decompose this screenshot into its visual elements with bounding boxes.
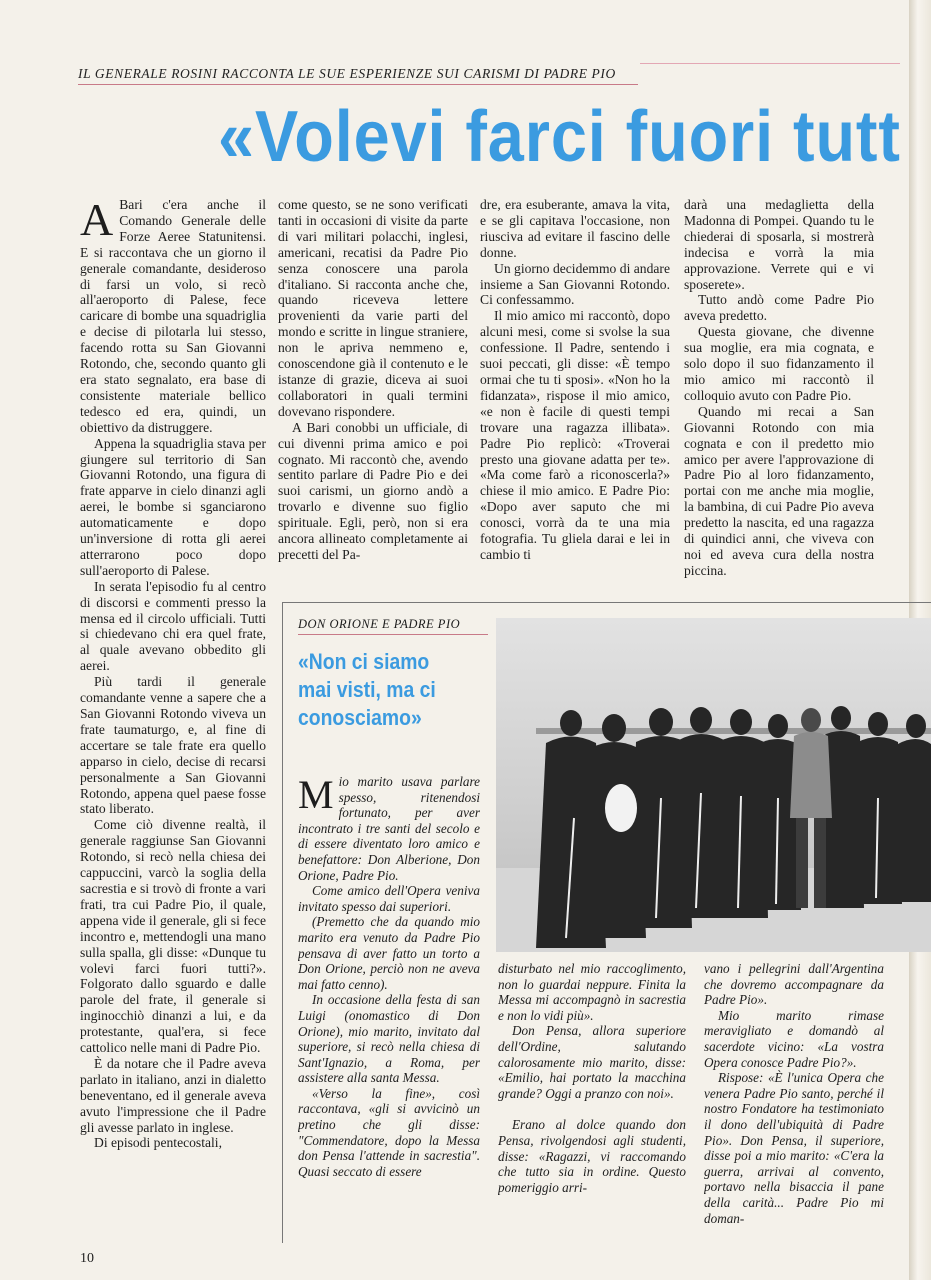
paragraph: Don Pensa, allora superiore dell'Ordine, salutando calorosamente mio marito, disse: «Emilio, hai portato la macchina grande? Oggi a pranzo con noi». [498, 1023, 686, 1101]
paragraph: «Verso la fine», così raccontava, «gli si avvicinò un pretino che gli disse: "Commendatore, dopo la Messa don Pensa l'attende in sacrestia". Quasi seccato di essere [298, 1085, 480, 1179]
article-kicker: IL GENERALE ROSINI RACCONTA LE SUE ESPERIENZE SUI CARISMI DI PADRE PIO [78, 66, 616, 81]
paragraph: In serata l'episodio fu al centro di discorsi e commenti presso la mensa ed il circolo ufficiali. Tutti si chiedevano chi era quel frate, al quale avevano obbedito gli aerei. [80, 578, 266, 674]
article-column-2 [278, 197, 468, 592]
paragraph: Questa giovane, che divenne sua moglie, era mia cognata, e solo dopo il suo fidanzamento il mio amico mi raccontò il colloquio avuto con Padre Pio. [684, 324, 874, 403]
article-column-4 [684, 197, 874, 592]
paragraph: dre, era esuberante, amava la vita, e se gli capitava l'occasione, non riusciva ad evitare il fascino delle donne. [480, 197, 670, 260]
sidebar-column-2 [498, 961, 686, 1233]
paragraph: Come ciò divenne realtà, il generale raggiunse San Giovanni Rotondo, si recò nella chiesa dei cappuccini, varcò la soglia della sacrestia e si trovò di fronte a vari frati, tra cui Padre Pio, il quale, appena vide il generale, gli si fece incontro e, mettendogli una mano sulla spalla, gli disse: «Dunque tu volevi farci fuori tutti?». Folgorato dallo sguardo e dalle parole del frate, il generale si inginocchiò dinanzi a lui, e da protestante, qual'era, si fece cattolico nelle mani di Padre Pio. [80, 817, 266, 1056]
sidebar-column-3 [704, 961, 884, 1233]
paragraph: Più tardi il generale comandante venne a sapere che a San Giovanni Rotondo viveva un frate taumaturgo, e, al fine di accertare se tale frate era quello apparso in cielo, decise di recarsi personalmente a San Giovanni Rotondo, appena quel paese fosse stato liberato. [80, 674, 266, 817]
sidebar-kicker: DON ORIONE E PADRE PIO [298, 617, 488, 635]
article-headline: «Volevi farci fuori tutt [218, 97, 901, 177]
friars-photo [496, 618, 931, 952]
drop-cap: M [298, 774, 334, 817]
paragraph: Quando mi recai a San Giovanni Rotondo con mia cognata e con il predetto mio amico per avere l'approvazione di Padre Pio al loro fidanzamento, portai con me anche mia moglie, la bambina, di cui Padre Pio aveva predetto la nascita, ed una ragazza di quindici anni, che viveva con noi ed aveva cura della nostra piccina. [684, 403, 874, 578]
page-number: 10 [80, 1251, 94, 1266]
paragraph: Erano al dolce quando don Pensa, rivolgendosi agli studenti, disse: «Ragazzi, vi raccomando che tutto sia in ordine. Questo pomeriggio arri- [498, 1117, 686, 1195]
paragraph: È da notare che il Padre aveva parlato in italiano, anzi in dialetto beneventano, ed il generale aveva avuto l'impressione che il Padre gli avesse parlato in inglese. [80, 1055, 266, 1135]
paragraph: A Bari conobbi un ufficiale, di cui divenni prima amico e poi cognato. Mi raccontò che, avendo sentito parlare di Padre Pio e dei suoi carismi, un giorno andò a trovarlo e divenne suo figlio spirituale. Egli, però, non si era ancora allineato completamente ai precetti del Pa- [278, 419, 468, 562]
paragraph: Il mio amico mi raccontò, dopo alcuni mesi, come si svolse la sua confessione. Il Padre, sentendo i suoi peccati, gli disse: «È tempo ormai che tu ti sposi». «Non ho la fidanzata», rispose il mio amico, «e non è facile di questi tempi trovare una ragazza illibata». Padre Pio replicò: «Troverai presto una giovane adatta per te». «Ma come farò a riconoscerla?» chiese il mio amico. E Padre Pio: «Dopo aver saputo che mi conosci, vorrà da te una mia fotografia. Tu gliela darai e lei in cambio ti [480, 308, 670, 562]
kicker-rule-accent [640, 63, 900, 64]
paragraph: A Bari c'era anche il Comando Generale delle Forze Aeree Statunitensi. E si raccontava che un giorno il generale comandante, desideroso di farsi un volo, si recò all'aeroporto di Palese, fece caricare di bombe una squadriglia e decise di pilotarla lui stesso, facendo rotta su San Giovanni Rotondo, che, secondo quanto gli era stato segnalato, era base di consistente materiale bellico tedesco ed era, quindi, un obiettivo da distruggere. [80, 197, 266, 435]
article-column-1 [80, 197, 266, 1242]
paragraph: Un giorno decidemmo di andare insieme a San Giovanni Rotondo. Ci confessammo. [480, 260, 670, 308]
friars-photo-image [496, 618, 931, 952]
paragraph: disturbato nel mio raccoglimento, non lo guardai neppure. Finita la Messa mi accompagnò in sacrestia e non lo vidi più». [498, 961, 686, 1023]
sidebar-column-1 [298, 774, 480, 1234]
sidebar-title: «Non ci siamo mai visti, ma ci conosciamo» [298, 649, 436, 730]
paragraph: come questo, se ne sono verificati tanti in occasioni di visite da parte di vari militari polacchi, inglesi, americani, recatisi da Padre Pio senza conoscere una parola d'italiano. Si racconta anche che, quando riceveva lettere provenienti da varie parti del mondo e scritte in lingue straniere, non le apriva nemmeno e, conoscendone già il contenuto e le istanze di grazie, diceva ai suoi collaboratori in quali termini dovevano rispondere. [278, 197, 468, 419]
article-column-3 [480, 197, 670, 592]
paragraph: In occasione della festa di san Luigi (onomastico di Don Orione), mio marito, invitato dal superiore, si recò nella chiesa di Sant'Ignazio, a Roma, per assistere alla santa Messa. [298, 992, 480, 1086]
drop-cap: A [80, 197, 114, 245]
paragraph: vano i pellegrini dall'Argentina che dovremo accompagnare da Padre Pio». [704, 961, 884, 1008]
kicker-rule [78, 84, 638, 85]
paragraph: Come amico dell'Opera veniva invitato spesso dai superiori. [298, 883, 480, 914]
paragraph: Di episodi pentecostali, [94, 1135, 222, 1151]
paragraph: Tutto andò come Padre Pio aveva predetto. [684, 292, 874, 324]
paragraph: Mio marito rimase meravigliato e domandò al sacerdote vicino: «La vostra Opera conosce Padre Pio?». [704, 1007, 884, 1070]
paragraph: (Premetto che da quando mio marito era venuto da Padre Pio pensava di aver fatto un torto a Don Orione, perciò non ne aveva mai fatto cenno). [298, 914, 480, 992]
paragraph: darà una medaglietta della Madonna di Pompei. Quando tu le chiederai di sposarla, si mostrerà indecisa e vorrà la mia approvazione. Verrete qui e vi sposerete». [684, 197, 874, 292]
paragraph-spacer [498, 1101, 686, 1117]
paragraph: Mio marito usava parlare spesso, ritenendosi fortunato, per aver incontrato i tre santi del secolo e di essere diventato loro amico e benefattore: Don Alberione, Don Orione, Padre Pio. [298, 774, 480, 883]
paragraph: Appena la squadriglia stava per giungere sul territorio di San Giovanni Rotondo, una figura di frate apparve in cielo dinanzi agli aerei, le bombe si sganciarono automaticamente e dopo un'inversione di rotta gli aerei atterrarono poco dopo sull'aeroporto di Palese. [80, 435, 266, 578]
paragraph: Rispose: «È l'unica Opera che venera Padre Pio santo, perché il nostro Fondatore ha testimoniato il dono dell'ubiquità di Padre Pio». Don Pensa, il superiore, disse poi a mio marito: «C'era la guerra, arrivai al convento, portavo nella bisaccia il pane della carità... Padre Pio mi doman- [704, 1070, 884, 1226]
